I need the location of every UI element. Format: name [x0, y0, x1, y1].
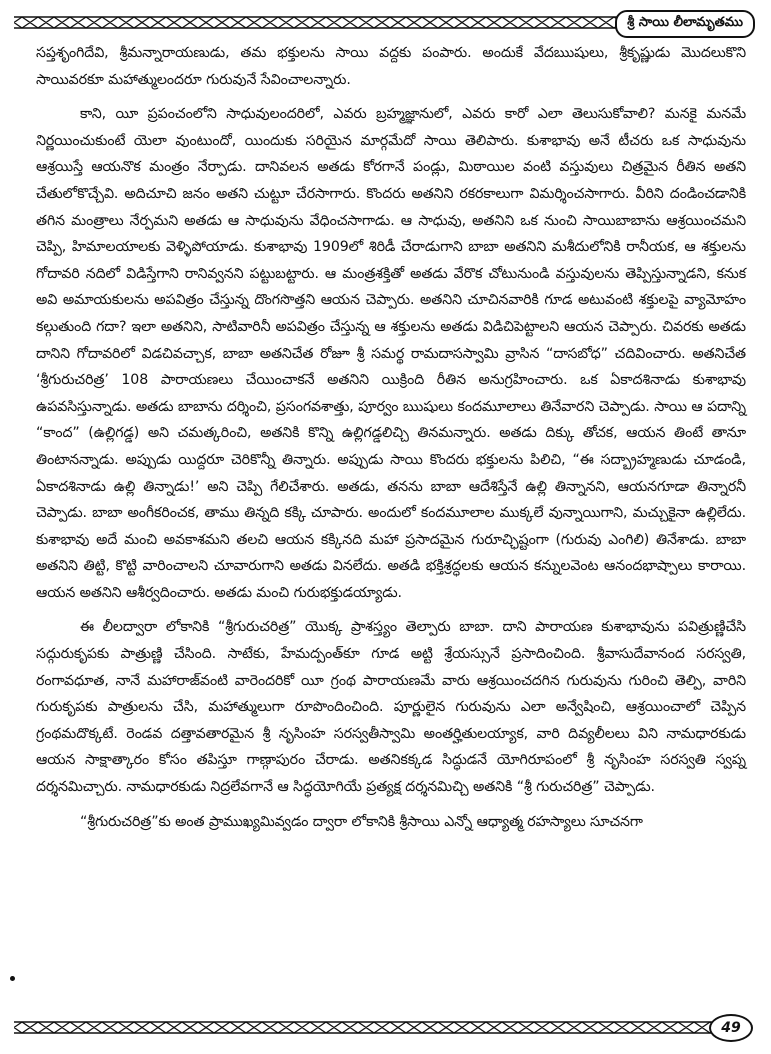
ornamental-border-bottom: [14, 1010, 714, 1044]
page-body: [36, 40, 746, 843]
ornamental-border-top: [14, 8, 674, 38]
running-header-title: శ్రీ సాయి లీలామృతము: [615, 10, 755, 38]
margin-dot: [10, 976, 15, 981]
page-number: 49: [709, 1014, 753, 1042]
paragraph-3: ఈ లీలద్వారా లోకానికి “శ్రీగురుచరిత్ర” యొక్క ప్రాశస్త్యం తెల్పారు బాబా. దాని పారాయణ కుశాభావును పవిత్రుణ్ణిచేసి సద్గురుకృపకు పాత్రుణ్ణి చేసింది. సాటేకు, హేమద్పంత్‌కూ గూడ అట్టి శ్రేయస్సునే ప్రసాదించింది. శ్రీవాసుదేవానంద సరస్వతి, రంగావధూత, నానే మహారాజ్‌వంటి వారెందరికో యీ గ్రంథ పారాయణమే వారు ఆశ్రయించదగిన గురువును గురించి తెల్పి, వారిని గురుకృపకు పాత్రులను చేసి, మహాత్ములుగా రూపొందించింది. పూర్ణులైన గురువును ఎలా అన్వేషించి, ఆశ్రయించాలో చెప్పిన గ్రంథమదొక్కటే. రెండవ దత్తావతారమైన శ్రీ నృసింహ సరస్వతీస్వామి అంతర్హితులయ్యాక, వారి దివ్యలీలలు విని నామధారకుడు ఆయన సాక్షాత్కారం కోసం తపిస్తూ గాణ్గాపురం చేరాడు. అతనికక్కడ సిద్ధుడనే యోగిరూపంలో శ్రీ నృసింహ సరస్వతి స్వప్న దర్శనమిచ్చారు. నామధారకుడు నిద్రలేవగానే ఆ సిద్ధయోగియే ప్రత్యక్ష దర్శనమిచ్చి అతనికి “శ్రీ గురుచరిత్ర” చెప్పాడు.: [36, 619, 746, 796]
footer-border: [14, 1010, 759, 1044]
paragraph-1: సప్తశృంగిదేవి, శ్రీమన్నారాయణుడు, తమ భక్తులను సాయి వద్దకు పంపారు. అందుకే వేదఋషులు, శ్రీకృష్ణుడు మొదలుకొని సాయివరకూ మహాత్ములందరూ గురువునే సేవించాలన్నారు.: [36, 45, 746, 88]
header-border: [14, 8, 759, 38]
paragraph-4: “శ్రీగురుచరిత్ర”కు అంత ప్రాముఖ్యమివ్వడం ద్వారా లోకానికి శ్రీసాయి ఎన్నో ఆధ్యాత్మ రహస్యాలు సూచనగా: [80, 813, 643, 830]
paragraph-2: కాని, యీ ప్రపంచంలోని సాధువులందరిలో, ఎవరు బ్రహ్మజ్ఞానులో, ఎవరు కారో ఎలా తెలుసుకోవాలి? మనకై మనమే నిర్ణయించుకుంటే యెలా వుంటుందో, యిందుకు సరియైన మార్గమేదో సాయి తెలిపారు. కుశాభావు అనే టీచరు ఒక సాధువును ఆశ్రయిస్తే ఆయనొక మంత్రం నేర్పాడు. దానివలన అతడు కోరగానే పండ్లు, మిఠాయిల వంటి వస్తువులు చిత్రమైన రీతిన అతని చేతులోకొచ్చేవి. అదిచూచి జనం అతని చుట్టూ చేరసాగారు. కొందరు అతనిని రకరకాలుగా విమర్శించసాగారు. వీరిని దండించడానికి తగిన మంత్రాలు నేర్పమని అతడు ఆ సాధువును వేధించసాగాడు. ఆ సాధువు, అతనిని ఒక నుంచి సాయిబాబాను ఆశ్రయించమని చెప్పి, హిమాలయాలకు వెళ్ళిపోయాడు. కుశాభావు 1909లో శిరిడీ చేరాడుగాని బాబా అతనిని మశీదులోనికి రానీయక, ఆ శక్తులను గోదావరి నదిలో విడిస్తేగాని రానివ్వనని పట్టుబట్టారు. ఆ మంత్రశక్తితో అతడు వేరొక చోటునుండి వస్తువులను తెప్పిస్తున్నాడని, కనుక అవి అమాయకులను అపవిత్రం చేస్తున్న దొంగసొత్తని ఆయన చెప్పారు. అతనిని చూచినవారికి గూడ అటువంటి శక్తులపై వ్యామోహం కల్గుతుంది గదా? ఇలా అతనిని, సాటివారినీ అపవిత్రం చేస్తున్న ఆ శక్తులను అతడు విడిచిపెట్టాలని ఆయన చెప్పారు. చివరకు అతడు దానిని గోదావరిలో విడచివచ్చాక, బాబా అతనిచేత రోజూ శ్రీ సమర్థ రామదాసస్వామి వ్రాసిన “దాసబోధ” చదివించారు. అతనిచేత ‘శ్రీగురుచరిత్ర’ 108 పారాయణలు చేయించాకనే అతనిని యిక్రింది రీతిన అనుగ్రహించారు. ఒక ఏకాదశినాడు కుశాభావు ఉపవసిస్తున్నాడు. అతడు బాబాను దర్శించి, ప్రసంగవశాత్తు, పూర్వం ఋషులు కందమూలాలు తినేవారని చెప్పాడు. సాయి ఆ పదాన్ని “కాంద” (ఉల్లిగడ్డ) అని చమత్కరించి, అతనికి కొన్ని ఉల్లిగడ్డలిచ్చి తినమన్నారు. అతడు దిక్కు తోచక, ఆయన తింటే తానూ తింటానన్నాడు. అప్పుడు యిద్దరూ చెరికొన్నీ తిన్నారు. అప్పుడు సాయి కొందరు భక్తులను పిలిచి, “ఈ సద్బ్రాహ్మణుడు చూడండి, ఏకాదశినాడు ఉల్లి తిన్నాడు!’ అని చెప్పి గేలిచేశారు. అతడు, తనను బాబా ఆదేశిస్తేనే ఉల్లి తిన్నానని, ఆయనగూడా తిన్నారనీ చెప్పాడు. బాబా అంగీకరించక, తాము తిన్నది కక్కి చూపారు. అందులో కందమూలాల ముక్కలే వున్నాయిగాని, మచ్చుకైనా ఉల్లిలేదు. కుశాభావు అదే మంచి అవకాశమని తలచి ఆయన కక్కినది మహా ప్రసాదమైన గురూచ్ఛిష్టంగా (గురువు ఎంగిలి) తినేశాడు. బాబా అతనిని తిట్టి, కొట్టి వారించాలని చూవారుగాని అతడు వినలేదు. అతడి భక్తిశ్రద్ధలకు ఆయన కన్నులవెంట ఆనందభాష్పాలు కారాయి. ఆయన అతనిని ఆశీర్వదించారు. అతడు మంచి గురుభక్తుడయ్యాడు.: [36, 106, 746, 601]
